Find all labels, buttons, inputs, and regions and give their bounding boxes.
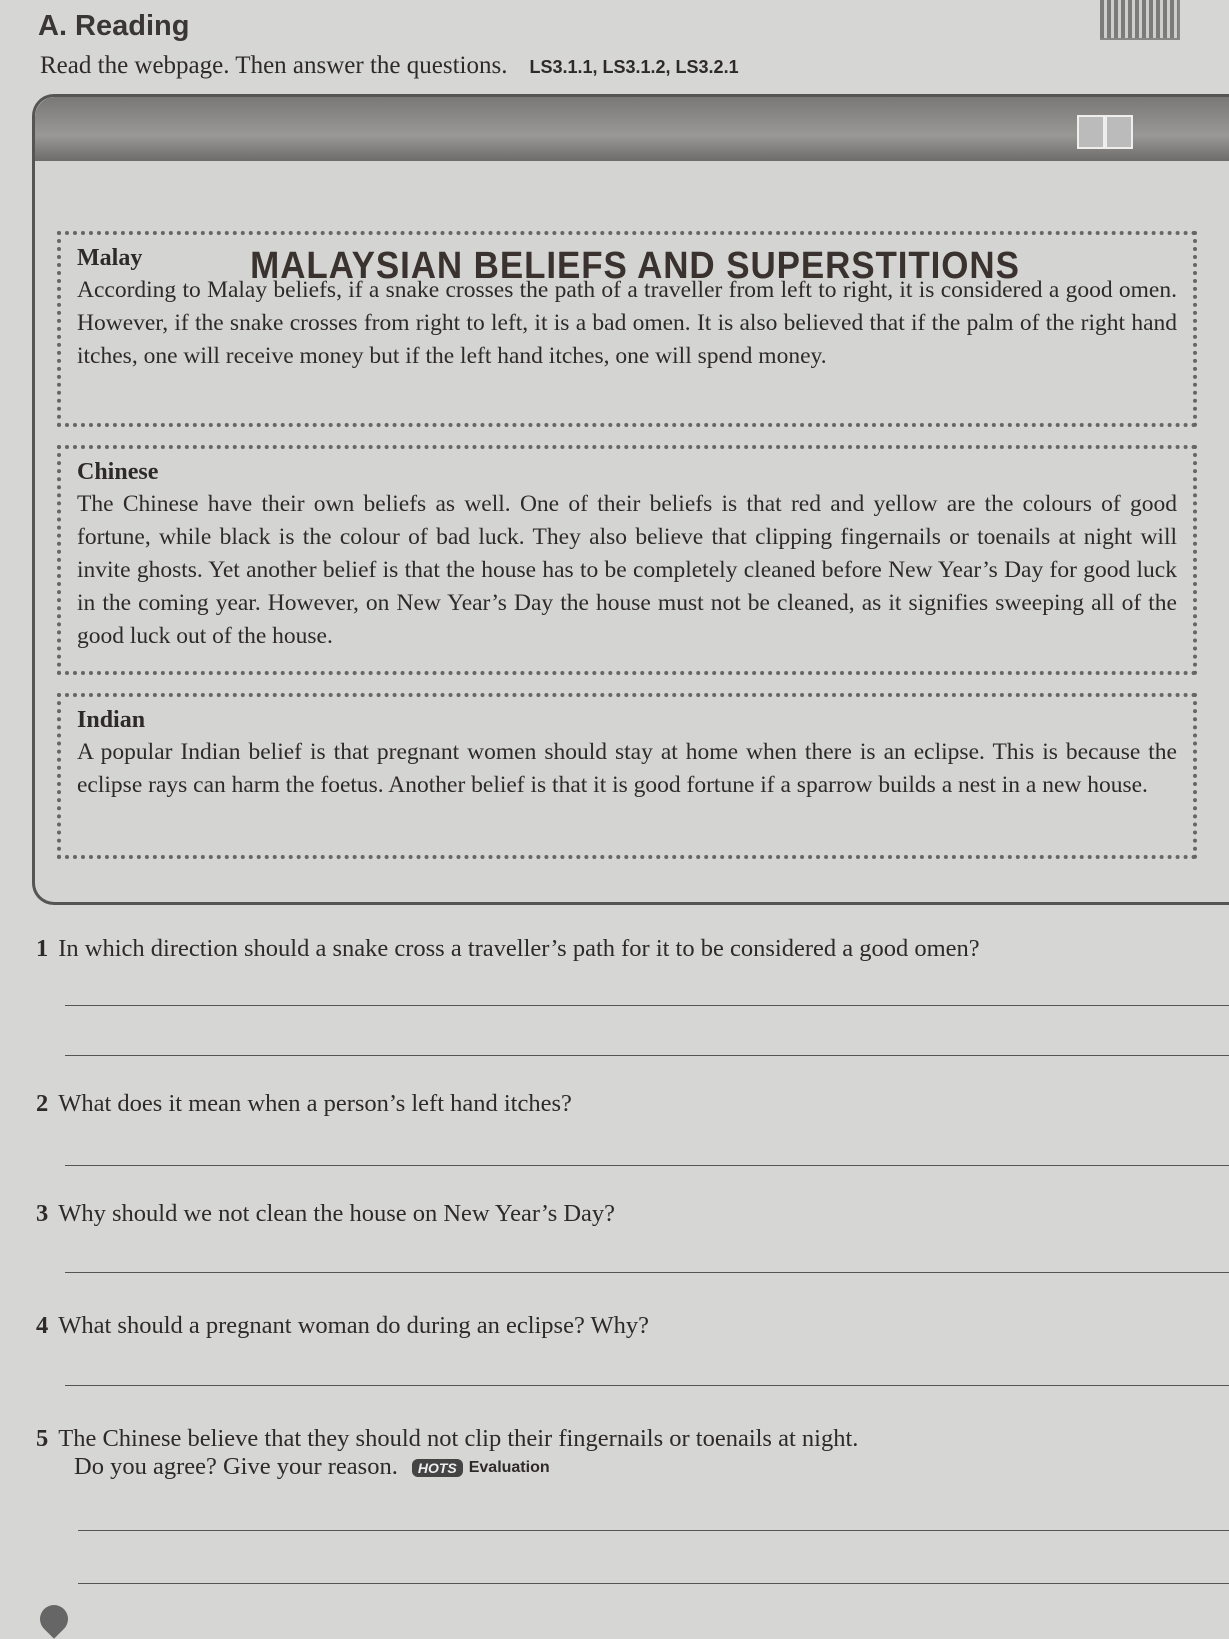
malay-section [57, 231, 1197, 427]
question-number: 4 [36, 1312, 49, 1339]
section-body-malay: According to Malay beliefs, if a snake crosses the path of a traveller from left to right, it is considered a good omen. However, if the snake crosses from right to left, it is a bad omen. It is also believed that if the palm of the right hand itches, one will receive money but if the left hand itches, one will spend money. [77, 277, 1177, 369]
webpage-title: MALAYSIAN BELIEFS AND SUPERSTITIONS [250, 245, 1020, 287]
section-heading: A. Reading [38, 10, 190, 42]
indian-section [57, 693, 1197, 859]
webpage-frame [32, 94, 1229, 905]
answer-line[interactable] [78, 1530, 1229, 1531]
question-number: 3 [36, 1200, 49, 1227]
question-3 [36, 1200, 615, 1228]
question-text: The Chinese believe that they should not clip their fingernails or toenails at night. [58, 1425, 859, 1452]
answer-line[interactable] [78, 1583, 1229, 1584]
answer-line[interactable] [65, 1005, 1229, 1006]
answer-line[interactable] [65, 1385, 1229, 1386]
question-text: Why should we not clean the house on New Year’s Day? [58, 1200, 616, 1227]
question-5 [36, 1425, 858, 1481]
browser-title-bar [35, 97, 1229, 161]
section-heading-malay: Malay [77, 245, 143, 271]
skill-codes: LS3.1.1, LS3.1.2, LS3.2.1 [529, 57, 739, 77]
chinese-section [57, 445, 1197, 675]
maximize-icon [1105, 115, 1133, 149]
question-2 [36, 1090, 572, 1118]
qr-code-icon [1100, 0, 1180, 40]
question-text-2: Do you agree? Give your reason. [74, 1453, 398, 1480]
question-text: What does it mean when a person’s left hand itches? [58, 1090, 572, 1117]
section-heading-indian: Indian [77, 707, 146, 733]
heart-icon [34, 1599, 74, 1639]
question-1 [36, 935, 980, 963]
question-text: In which direction should a snake cross a traveller’s path for it to be considered a good omen? [58, 935, 980, 962]
question-4 [36, 1312, 649, 1340]
question-text: What should a pregnant woman do during an eclipse? Why? [58, 1312, 650, 1339]
section-heading-chinese: Chinese [77, 459, 159, 485]
answer-line[interactable] [65, 1055, 1229, 1056]
question-number: 1 [36, 935, 49, 962]
instruction [40, 52, 739, 80]
instruction-text: Read the webpage. Then answer the questions. [40, 52, 508, 79]
section-body-chinese: The Chinese have their own beliefs as well. One of their beliefs is that red and yellow are the colours of good fortune, while black is the colour of bad luck. They also believe that clipping fingernails or toenails at night will invite ghosts. Yet another belief is that the house has to be completely cleaned before New Year’s Day for good luck in the coming year. However, on New Year’s Day the house must not be cleaned, as it signifies sweeping all of the good luck out of the house. [77, 491, 1177, 649]
answer-line[interactable] [65, 1272, 1229, 1273]
question-number: 2 [36, 1090, 49, 1117]
question-number: 5 [36, 1425, 49, 1452]
hots-badge: HOTS [412, 1459, 463, 1477]
minimize-icon [1077, 115, 1105, 149]
badge-label: Evaluation [468, 1459, 550, 1477]
section-body-indian: A popular Indian belief is that pregnant women should stay at home when there is an eclipse. This is because the eclipse rays can harm the foetus. Another belief is that it is good fortune if a sparrow builds a nest in a new house. [77, 739, 1177, 798]
answer-line[interactable] [65, 1165, 1229, 1166]
